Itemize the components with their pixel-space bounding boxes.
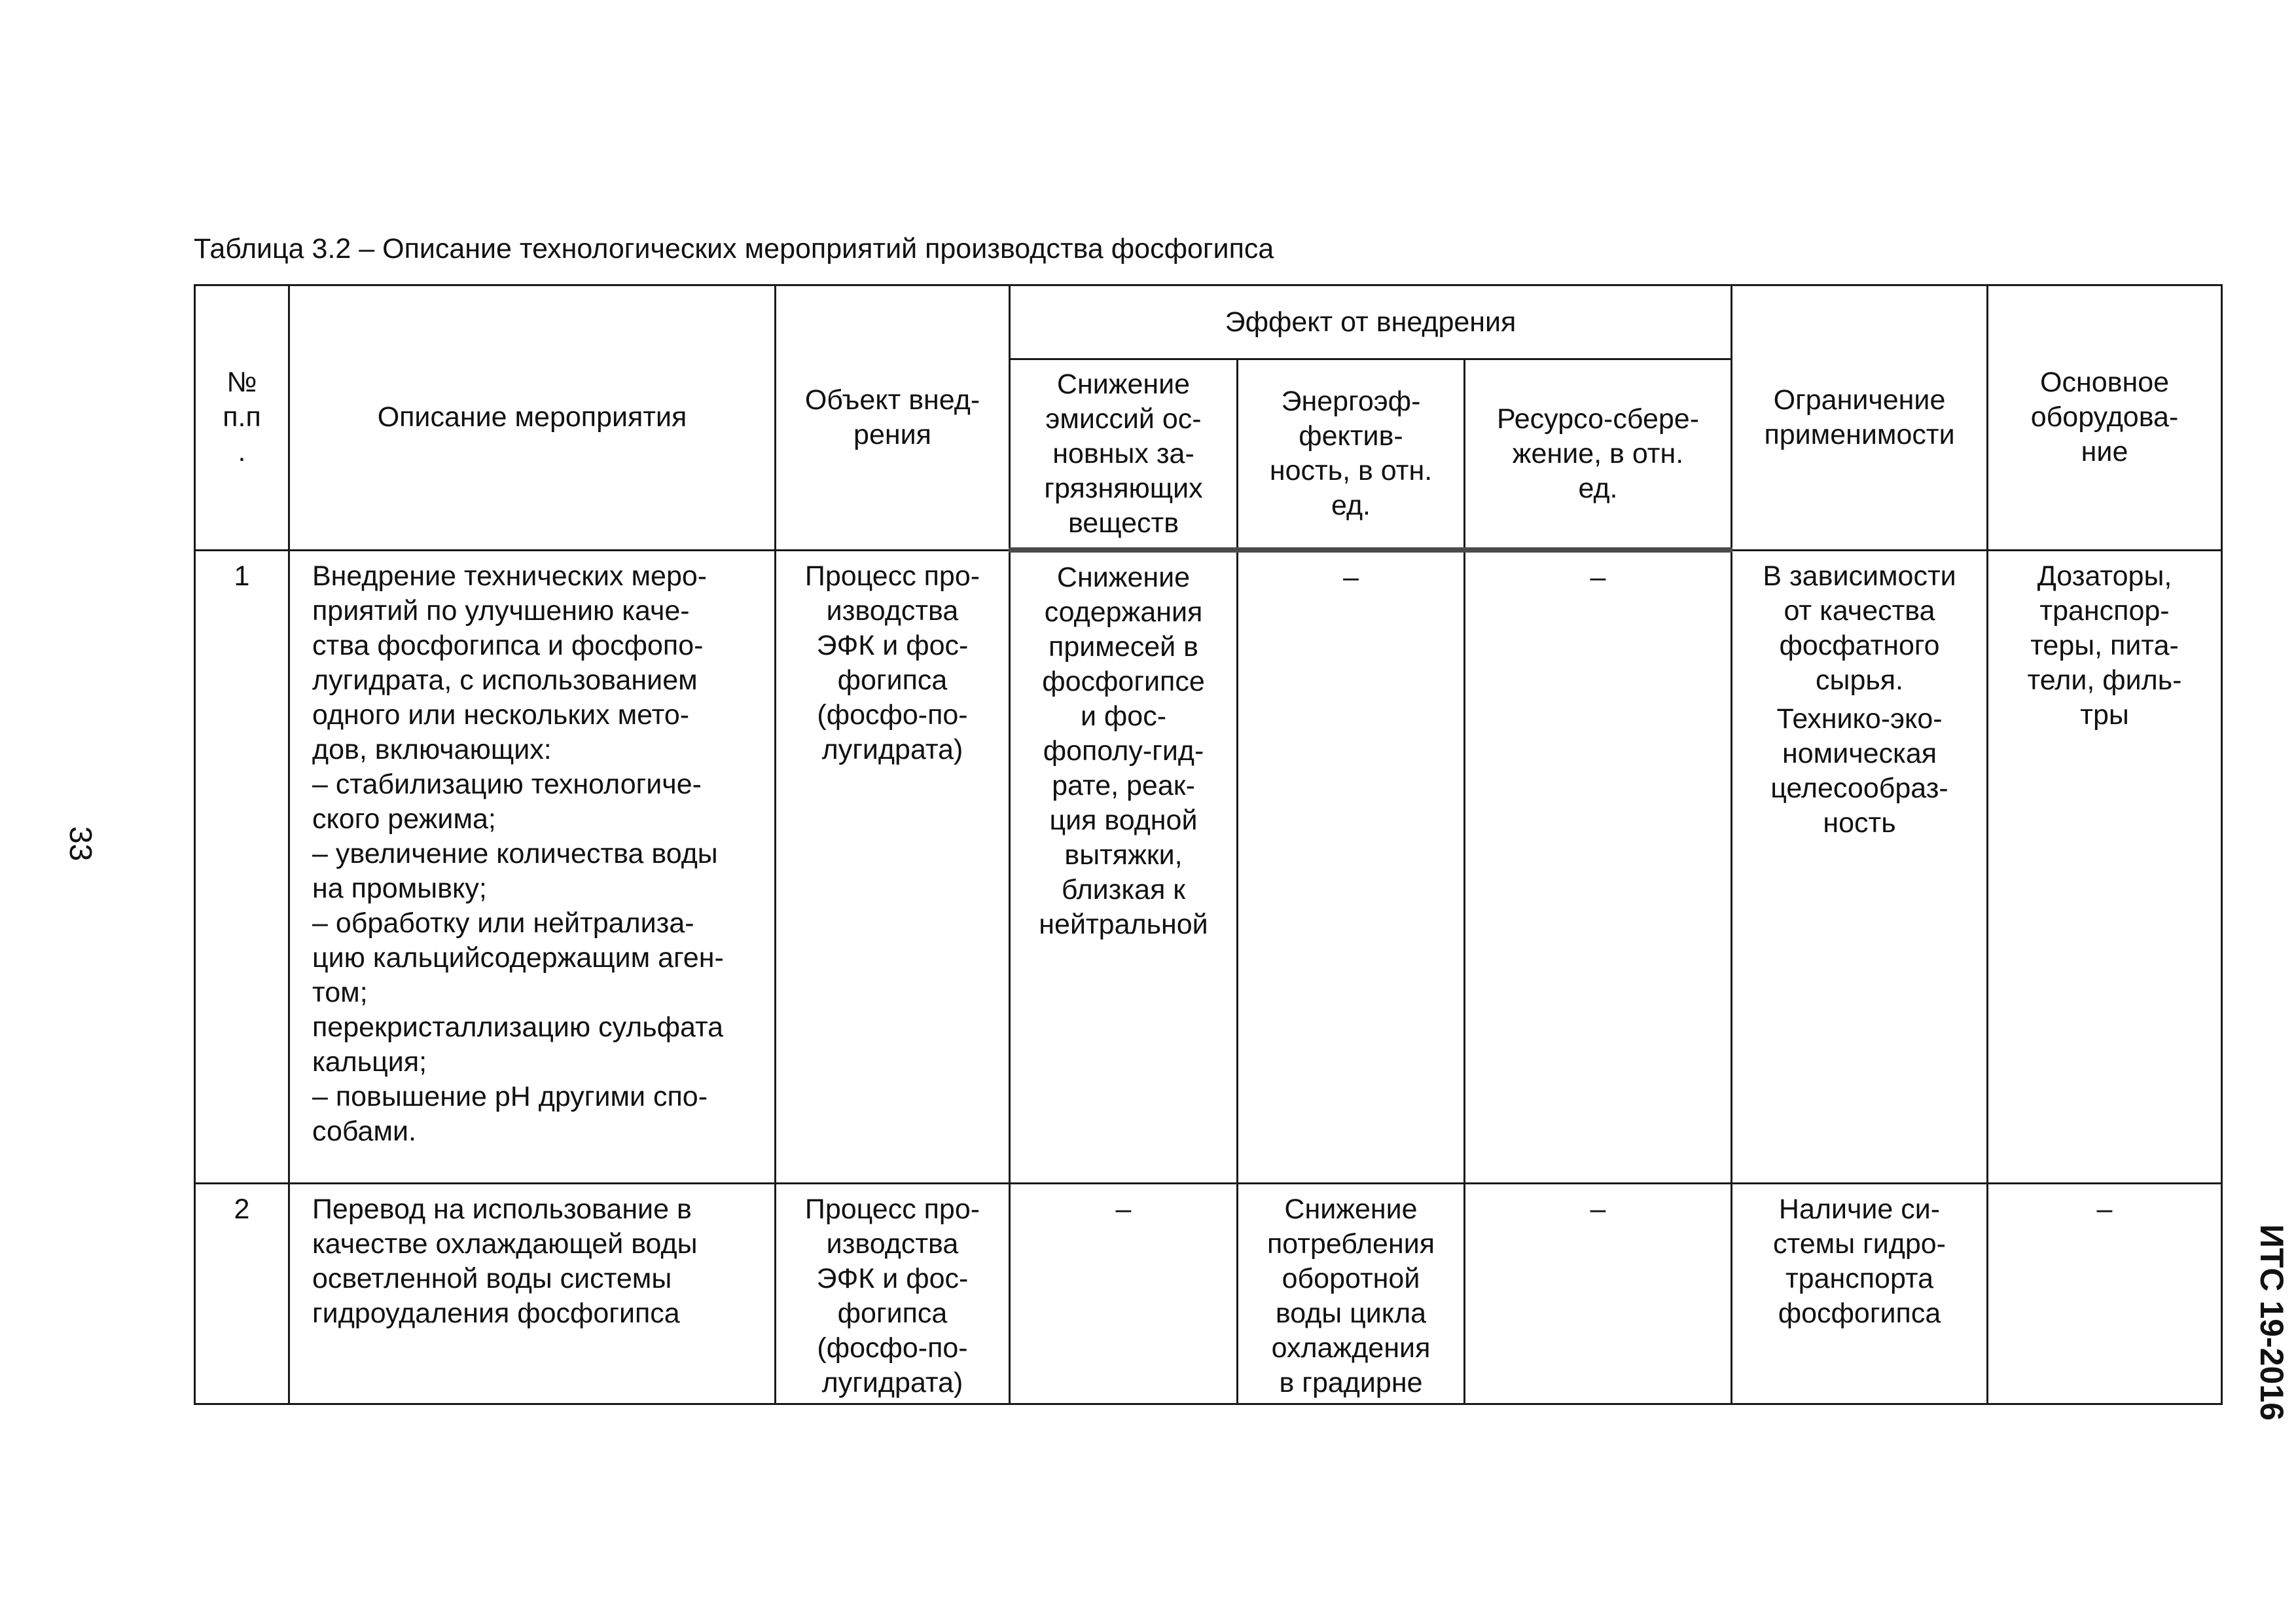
row-limitations: В зависимости от качества фосфатного сырья. Технико-эко- номическая целесообраз- ность	[1732, 550, 1988, 1184]
row-energy: Снижение потребления оборотной воды цикла охлаждения в градирне	[1238, 1184, 1465, 1404]
table-caption: Таблица 3.2 – Описание технологических мероприятий производства фосфогипса	[194, 233, 1274, 264]
row-object: Процесс про- изводства ЭФК и фос- фогипса (фосфо-по- лугидрата)	[776, 1184, 1010, 1404]
header-emissions: Снижение эмиссий ос- новных за- грязняющих веществ	[1010, 359, 1238, 551]
row-equipment: Дозаторы, транспор- теры, пита- тели, филь- тры	[1988, 550, 2222, 1184]
header-row-top	[195, 285, 2222, 359]
row-num: 1	[195, 550, 289, 1184]
header-effect-group: Эффект от внедрения	[1010, 285, 1732, 359]
row-num: 2	[195, 1184, 289, 1404]
header-equipment: Основное оборудова- ние	[1988, 285, 2222, 551]
row-resource: –	[1465, 1184, 1732, 1404]
header-limitations: Ограничение применимости	[1732, 285, 1988, 551]
row-energy: –	[1238, 550, 1465, 1184]
row-object: Процесс про- изводства ЭФК и фос- фогипса (фосфо-по- лугидрата)	[776, 550, 1010, 1184]
row-emissions: –	[1010, 1184, 1238, 1404]
page-number: 33	[63, 826, 98, 862]
row-emissions: Снижение содержания примесей в фосфогипсе и фос- фополу-гид- рате, реак- ция водной вытяжки, близкая к нейтральной	[1010, 550, 1238, 1184]
header-resource: Ресурсо-сбере- жение, в отн. ед.	[1465, 359, 1732, 551]
document-code: ИТС 19-2016	[2253, 1224, 2290, 1421]
header-description: Описание мероприятия	[289, 285, 776, 551]
table-row	[195, 1184, 2222, 1404]
measures-table	[194, 284, 2223, 1405]
row-description: Перевод на использование в качестве охлаждающей воды осветленной воды системы гидроудаления фосфогипса	[289, 1184, 776, 1404]
row-limitations: Наличие си- стемы гидро- транспорта фосфогипса	[1732, 1184, 1988, 1404]
table-row	[195, 550, 2222, 1184]
row-equipment: –	[1988, 1184, 2222, 1404]
header-object: Объект внед- рения	[776, 285, 1010, 551]
row-resource: –	[1465, 550, 1732, 1184]
row-description: Внедрение технических меро- приятий по улучшению каче- ства фосфогипса и фосфопо- лугидрата, с использованием одного или нескольких мето- дов, включающих: – стабилизацию технологиче- ского режима; – увеличение количества воды на промывку; – обработку или нейтрализа- цию кальцийсодержащим аген- том; перекристаллизацию сульфата кальция; – повышение pH другими спо- собами.	[289, 550, 776, 1184]
header-energy: Энергоэф- фектив- ность, в отн. ед.	[1238, 359, 1465, 551]
header-num: № п.п .	[195, 285, 289, 551]
